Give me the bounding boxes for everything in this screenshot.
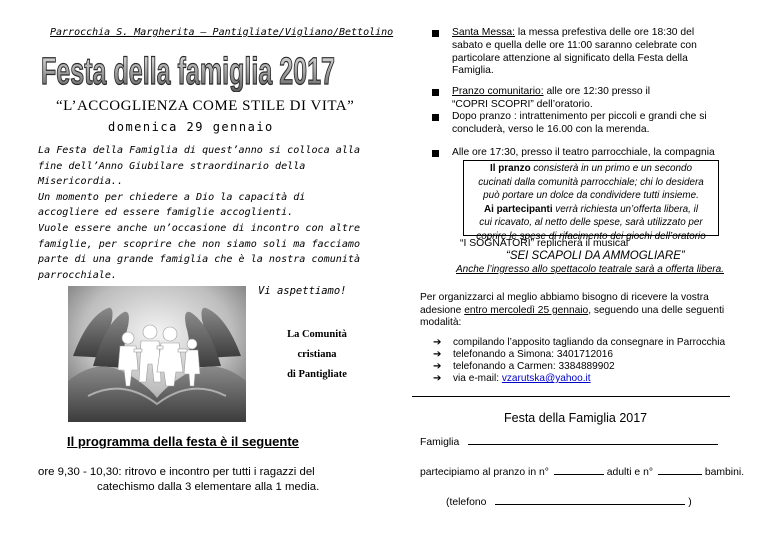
registration-paragraph [420,292,725,330]
box-line: può portare un dolce da condividere tutti insieme. [483,190,699,201]
registration-deadline: entro mercoledì 25 gennaio [464,304,589,316]
box-line: cui ricavato, al netto delle spese, sarà utilizzato per [479,217,703,228]
program-line: ore 9,30 - 10,30: ritrovo e incontro per tutti i ragazzi del [38,466,315,478]
after-lunch-item [432,111,732,137]
intro-line: accogliere ed essere famiglie accoglienti. [38,207,294,219]
cut-line [412,396,730,397]
registration-line: modalità: [420,317,462,329]
children-label: bambini. [704,467,745,478]
festival-title [38,46,338,92]
form-title: Festa della Famiglia 2017 [504,411,648,425]
registration-text: adesione [420,304,465,316]
phone-field[interactable] [495,494,685,505]
intro-line: Un momento per chiedere a Dio la capacità di [38,191,306,203]
method-text: telefonando a Simona: 3401712016 [453,349,613,360]
community-line: di Pantigliate [287,369,347,380]
title-text: Festa della famiglia 2017 [41,51,335,92]
intro-line: Vuole essere anche un’occasione di incontro con altre [38,222,361,234]
mass-label: Santa Messa: [452,27,515,38]
children-field[interactable] [658,464,702,475]
email-link[interactable]: vzarutska@yahoo.it [501,373,591,384]
box-bold: Il pranzo [490,163,531,174]
musical-title: “SEI SCAPOLI DA AMMOGLIARE” [506,250,685,262]
mass-text: la messa prefestiva delle ore 18:30 del [514,27,695,38]
box-text: consisterà in un primo e un secondo [530,163,692,174]
bullet-icon [432,150,439,157]
registration-text: , seguendo una delle seguenti [588,304,725,316]
mass-line: particolare attenzione al significato della Festa della [452,52,688,64]
family-label: Famiglia [420,437,460,448]
motto: “L’ACCOGLIENZA COME STILE DI VITA” [56,98,355,114]
adults-field[interactable] [554,464,604,475]
community-line: La Comunità [287,329,347,340]
box-line: coprire le spese di rifacimento dei giochi dell’oratorio [476,230,706,242]
bullet-icon [432,114,439,121]
email-label: via e-mail: [453,373,502,384]
method-item [433,373,591,384]
family-row [420,434,718,448]
registration-line: Per organizzarci al meglio abbiamo bisogno di ricevere la vostra [420,292,709,303]
arrow-right-icon: ➔ [433,349,442,360]
wait-text: Vi aspettiamo! [258,285,347,297]
program-first-item [38,465,333,495]
intro-line: Misericordia.. [38,176,124,188]
entrance-note: Anche l’ingresso allo spettacolo teatrale sarà a offerta libera. [456,264,724,275]
intro-paragraph [38,143,361,283]
intro-line: fine dell’Anno Giubilare straordinario della [38,160,306,172]
method-item [433,337,725,348]
community-line: cristiana [297,349,337,360]
event-date: domenica 29 gennaio [108,120,274,134]
intro-line: famiglie, per scoprire che non siamo soli ma facciamo [38,238,361,250]
arrow-right-icon: ➔ [433,373,442,384]
arrow-right-icon: ➔ [433,361,442,372]
method-text: telefonando a Carmen: 3384889902 [453,361,615,372]
program-title: Il programma della festa è il seguente [67,434,299,449]
box-bold: Ai partecipanti [483,203,553,215]
sognatori-text: “I SOGNATORI” replicherà il musical [460,238,629,249]
adults-label: adulti e n° [606,467,654,478]
method-item [433,361,615,372]
parish-header: Parrocchia S. Margherita – Pantigliate/Vigliano/Bettolino [50,27,394,38]
intro-line: La Festa della Famiglia di quest’anno si colloca alla [38,145,361,156]
lunch-line: “COPRI SCOPRI” dell’oratorio. [452,98,593,110]
lunch-info-box [463,160,719,242]
family-field[interactable] [468,434,718,445]
box-text: verrà richiesta un’offerta libera, il [552,203,699,215]
phone-close: ) [688,497,692,508]
hands-family-photo [68,286,246,422]
after-lunch-line: concluderà, verso le 16.00 con la merenda. [452,123,650,135]
theatre-item [432,147,732,161]
box-line: cucinati dalla comunità parrocchiale; chi lo desidera [478,176,704,188]
program-line: catechismo dalla 3 elementare alla 1 media. [97,481,320,493]
after-lunch-line: Dopo pranzo : intrattenimento per piccoli e grandi che si [452,111,707,122]
intro-line: parrocchiale. [38,269,118,281]
intro-line: parte di una grande famiglia che è la nostra comunità [38,254,361,266]
lunch-count-row [420,464,744,478]
mass-item [432,27,732,79]
mass-line: Famiglia. [452,65,494,77]
lunch-count-label: partecipiamo al pranzo in n° [420,467,549,478]
mass-line: sabato e quella delle ore 11:00 saranno celebrate con [452,39,697,51]
lunch-label: Pranzo comunitario: [452,86,544,97]
phone-row [446,494,692,508]
method-item [433,349,613,360]
lunch-text: alle ore 12:30 presso il [543,86,651,97]
bullet-icon [432,89,439,96]
method-text: compilando l’apposito tagliando da consegnare in Parrocchia [453,337,726,348]
phone-label: (telefono [446,497,487,508]
community-signature [262,325,372,385]
theatre-text: Alle ore 17:30, presso il teatro parrocchiale, la compagnia [452,147,715,158]
lunch-item [432,86,732,112]
arrow-right-icon: ➔ [433,337,442,348]
bullet-icon [432,30,439,37]
